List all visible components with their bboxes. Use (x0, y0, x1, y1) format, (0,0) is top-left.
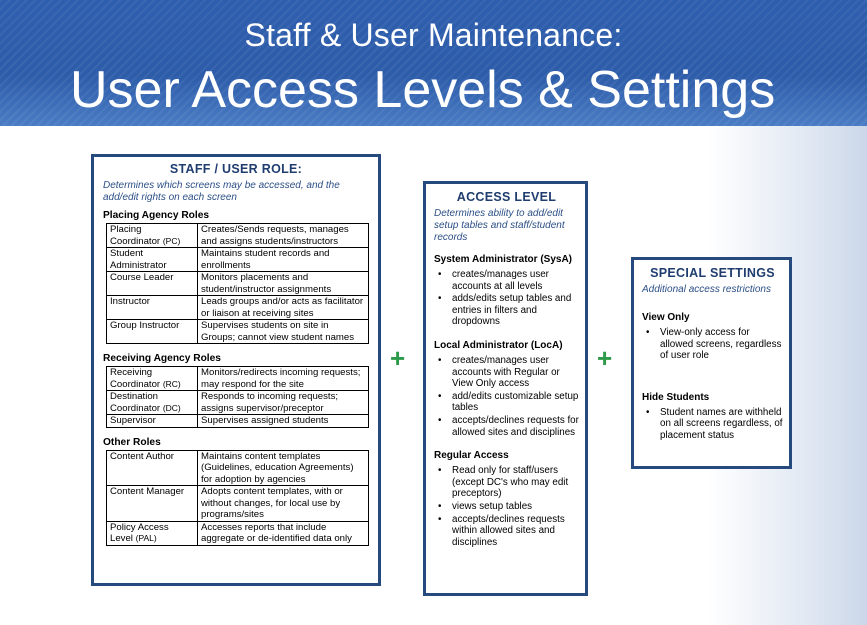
heading-text: ) (568, 254, 573, 265)
title-banner (0, 0, 867, 126)
role-name: Supervisor (110, 415, 156, 426)
special-group-heading: View Only (642, 312, 690, 323)
bullet-item: • Read only for staff/users (except DC's who may edit preceptors) (434, 465, 579, 500)
banner-subtitle: Staff & User Maintenance: (244, 17, 623, 53)
special-group (642, 392, 783, 442)
bullet-list (642, 327, 783, 362)
role-name: Course Leader (110, 272, 174, 283)
role-row (107, 224, 369, 248)
role-desc-cell: Monitors/redirects incoming requests; may respond for the site (198, 367, 369, 391)
access-group-heading (434, 450, 579, 461)
staff-role-title: STAFF / USER ROLE: (169, 162, 303, 176)
other-roles-table (106, 450, 369, 546)
heading-text: ) (559, 339, 563, 351)
staff-role-description: Determines which screens may be accessed, and the add/edit rights on each screen (103, 180, 340, 203)
role-desc-cell: Leads groups and/or acts as facilitator or liaison at receiving sites (198, 296, 369, 320)
access-group (434, 450, 579, 548)
bullet-item: • views setup tables (434, 501, 579, 513)
role-name: Group Instructor (110, 320, 180, 331)
placing-heading: Placing Agency Roles (103, 210, 210, 221)
access-group (434, 340, 579, 438)
bullet-list (434, 355, 579, 438)
role-desc-cell: Supervises assigned students (198, 415, 369, 428)
role-abbr: (RC) (162, 378, 181, 389)
role-name-cell (107, 450, 198, 486)
role-name-cell (107, 415, 198, 428)
role-name-cell (107, 224, 198, 248)
role-name-cell (107, 367, 198, 391)
plus-sign: + (597, 343, 613, 373)
access-group (434, 254, 579, 328)
heading-text: Regular Access (434, 450, 509, 462)
role-name-cell (107, 272, 198, 296)
bullet-item: • creates/manages user accounts at all levels (434, 269, 579, 292)
role-name: Content Manager (110, 486, 185, 497)
role-row (107, 320, 369, 344)
role-abbr: (PC) (162, 235, 181, 246)
special-settings-title: SPECIAL SETTINGS (650, 266, 775, 280)
special-settings-groups (642, 312, 783, 442)
role-desc-cell: Maintains student records and enrollments (198, 248, 369, 272)
bullet-item: • accepts/declines requests for allowed sites and disciplines (434, 415, 579, 438)
role-name: Placing Coordinator (110, 224, 161, 247)
role-desc-cell: Monitors placements and student/instructor assignments (198, 272, 369, 296)
role-row (107, 450, 369, 486)
access-level-box (423, 181, 588, 596)
special-settings-description: Additional access restrictions (642, 284, 771, 295)
role-row (107, 391, 369, 415)
role-row (107, 521, 369, 545)
receiving-roles-table (106, 366, 369, 428)
role-name-cell (107, 391, 198, 415)
bullet-item: • accepts/declines requests within allowed sites and disciplines (434, 514, 579, 549)
heading-abbr: LocA (534, 339, 560, 351)
special-settings-box (631, 257, 792, 469)
role-name: Student Administrator (110, 248, 167, 271)
role-row (107, 272, 369, 296)
bullet-list (434, 465, 579, 548)
role-name: Policy Access Level (110, 521, 169, 544)
role-row (107, 415, 369, 428)
staff-role-box (91, 154, 381, 586)
role-row (107, 486, 369, 522)
role-name-cell (107, 521, 198, 545)
role-name: Receiving Coordinator (110, 367, 161, 390)
role-row (107, 248, 369, 272)
role-abbr: (DC) (162, 402, 181, 413)
access-group-heading (434, 254, 579, 265)
access-level-groups (434, 254, 579, 548)
access-group-heading (434, 340, 579, 351)
role-desc-cell: Supervises students on site in Groups; cannot view student names (198, 320, 369, 344)
role-desc-cell: Accesses reports that include aggregate or de-identified data only (198, 521, 369, 545)
role-row (107, 367, 369, 391)
other-heading: Other Roles (103, 436, 161, 448)
role-name: Content Author (110, 450, 175, 462)
access-level-description: Determines ability to add/edit setup tables and staff/student records (434, 208, 565, 243)
bullet-item: • add/edits customizable setup tables (434, 391, 579, 414)
role-desc-cell: Responds to incoming requests; assigns supervisor/preceptor (198, 391, 369, 415)
role-abbr: (PAL) (135, 533, 157, 543)
banner-title: User Access Levels & Settings (70, 61, 776, 119)
bullet-list (434, 269, 579, 328)
special-group (642, 312, 783, 362)
role-desc-cell: Creates/Sends requests, manages and assigns students/instructors (198, 224, 369, 248)
bullet-item: • creates/manages user accounts with Regular or View Only access (434, 355, 579, 390)
role-name: Instructor (110, 296, 150, 307)
role-name-cell (107, 320, 198, 344)
plus-sign: + (390, 343, 406, 373)
role-name-cell (107, 296, 198, 320)
role-desc-cell: Maintains content templates (Guidelines, education Agreements) for adoption by agencies (198, 450, 369, 486)
role-name: Destination Coordinator (110, 391, 161, 414)
role-name-cell (107, 248, 198, 272)
heading-text: System Administrator ( (434, 254, 544, 265)
heading-abbr: SysA (543, 254, 569, 265)
heading-text: Local Administrator ( (434, 339, 535, 351)
special-group-heading: Hide Students (642, 391, 710, 403)
role-row (107, 296, 369, 320)
bullet-item: • Student names are withheld on all screens regardless, of placement status (642, 407, 783, 442)
bullet-item: • adds/edits setup tables and entries in filters and dropdowns (434, 293, 579, 328)
role-desc-cell: Adopts content templates, with or without changes, for local use by programs/sites (198, 486, 369, 522)
bullet-item: • View-only access for allowed screens, regardless of user role (642, 327, 783, 362)
access-level-title: ACCESS LEVEL (456, 190, 557, 204)
role-name-cell (107, 486, 198, 522)
placing-roles-table (106, 223, 369, 344)
receiving-heading: Receiving Agency Roles (103, 353, 221, 364)
bullet-list (642, 407, 783, 442)
